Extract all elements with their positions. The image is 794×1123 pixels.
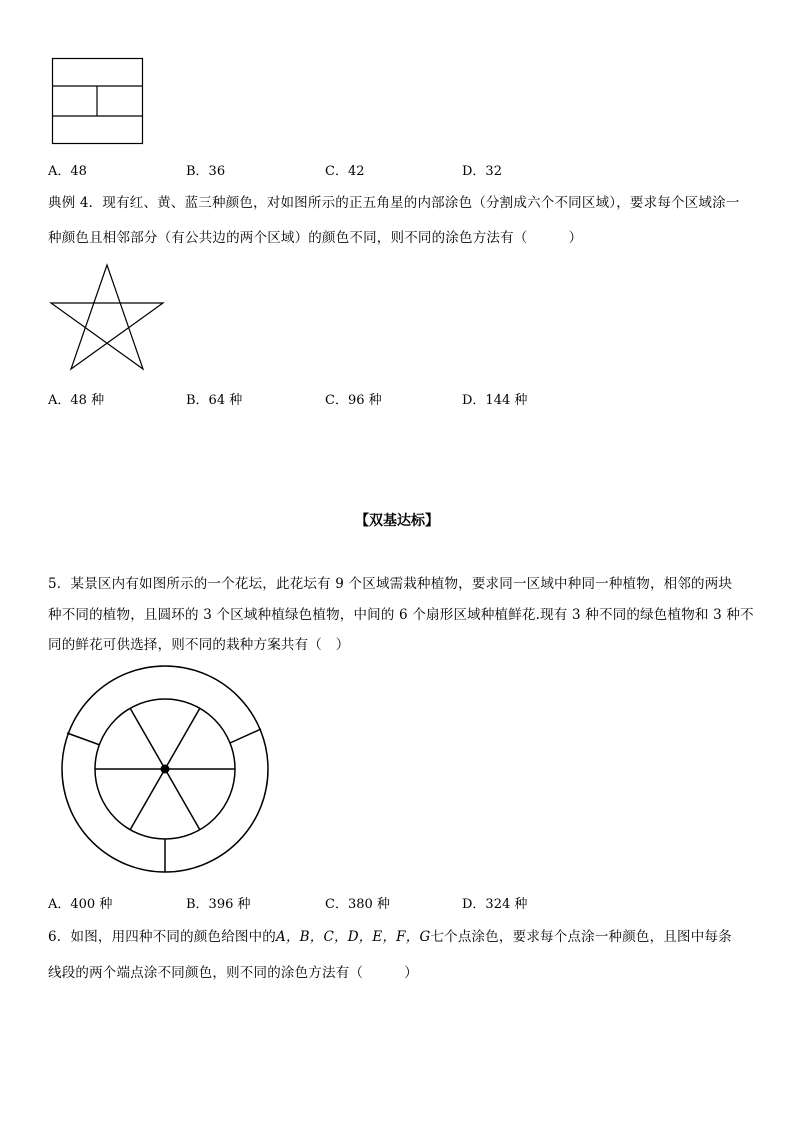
option-b[interactable]: B．396 种 <box>186 897 251 912</box>
rectangle-region-diagram <box>52 58 144 144</box>
q6-text-line2: 线段的两个端点涂不同颜色，则不同的涂色方法有（ ） <box>48 965 418 981</box>
pentagram-diagram <box>50 263 164 371</box>
center-dot <box>161 765 170 774</box>
q5-text-line3: 同的鲜花可供选择，则不同的栽种方案共有（ ） <box>48 637 350 653</box>
q5-text-line2: 种不同的植物，且圆环的 3 个区域种植绿色植物，中间的 6 个扇形区域种植鲜花.现有 3 种不同的绿色植物和 3 种不 <box>48 607 754 623</box>
q5-text-line1: 5．某景区内有如图所示的一个花坛，此花坛有 9 个区域需栽种植物，要求同一区域中种同一种植物，相邻的两块 <box>48 576 733 592</box>
option-c[interactable]: C．42 <box>325 164 365 179</box>
option-a[interactable]: A．48 <box>48 164 87 179</box>
q6-points: A，B，C，D，E，F，G <box>276 929 431 945</box>
q6-prefix: 6．如图，用四种不同的颜色给图中的 <box>48 929 276 945</box>
q6-suffix: 七个点涂色，要求每个点涂一种颜色，且图中每条 <box>430 929 732 945</box>
option-b[interactable]: B．64 种 <box>186 393 243 408</box>
example4-text-line2: 种颜色且相邻部分（有公共边的两个区域）的颜色不同，则不同的涂色方法有（ ） <box>48 230 583 246</box>
q6-text-line1 <box>48 925 732 945</box>
option-a[interactable]: A．400 种 <box>48 897 113 912</box>
option-d[interactable]: D．144 种 <box>462 393 528 408</box>
option-a[interactable]: A．48 种 <box>48 393 105 408</box>
option-d[interactable]: D．32 <box>462 164 502 179</box>
option-c[interactable]: C．96 种 <box>325 393 382 408</box>
option-d[interactable]: D．324 种 <box>462 897 528 912</box>
pentagram-star <box>51 265 163 369</box>
flowerbed-diagram <box>60 665 270 875</box>
section-title: 【双基达标】 <box>355 513 439 529</box>
ring-divider-left <box>67 733 100 745</box>
example4-text-line1: 典例 4．现有红、黄、蓝三种颜色，对如图所示的正五角星的内部涂色（分割成六个不同区域），要求每个区域涂一 <box>48 195 740 211</box>
ring-divider-right <box>230 729 261 743</box>
option-b[interactable]: B．36 <box>186 164 226 179</box>
option-c[interactable]: C．380 种 <box>325 897 390 912</box>
